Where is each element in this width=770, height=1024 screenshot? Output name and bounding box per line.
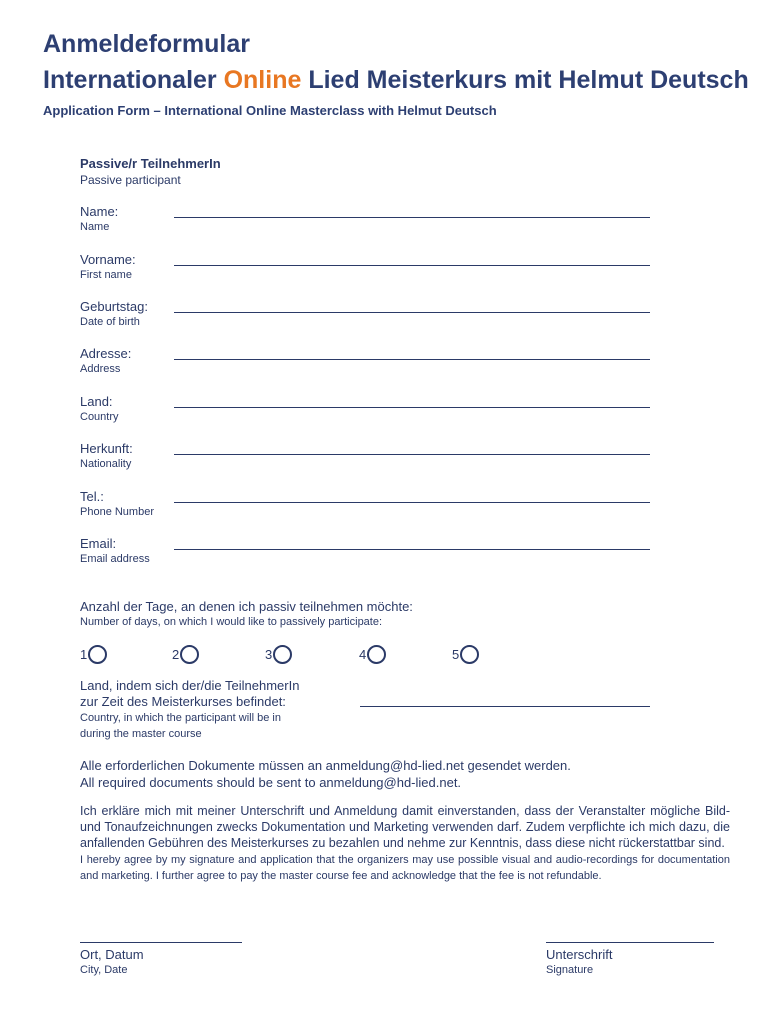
day-option-label: 5	[452, 646, 460, 662]
documents-note-en: All required documents should be sent to anmeldung@hd-lied.net.	[80, 775, 462, 790]
day-option-3[interactable]	[265, 643, 292, 665]
email-field[interactable]	[174, 536, 650, 550]
birthdate-field[interactable]	[174, 299, 650, 313]
label-birthdate-en: Date of birth	[80, 316, 140, 328]
documents-note-de: Alle erforderlichen Dokumente müssen an anmeldung@hd-lied.net gesendet werden.	[80, 758, 571, 773]
label-email-en: Email address	[80, 553, 150, 565]
title-part-2: Lied Meisterkurs mit Helmut Deutsch	[301, 66, 749, 94]
day-option-label: 4	[359, 646, 367, 662]
nationality-field[interactable]	[174, 441, 650, 455]
location-field[interactable]	[360, 706, 650, 707]
day-option-5[interactable]	[452, 643, 479, 665]
label-phone-de: Tel.:	[80, 489, 104, 504]
label-address-en: Address	[80, 363, 121, 375]
section-title-en: Passive participant	[80, 173, 181, 187]
consent-text-en: I hereby agree by my signature and application that the organizers may use possible visual and audio-recordings for documentation and marketing. I further agree to pay the master course fee and acknowledge that the fee is not refundable.	[80, 854, 730, 882]
radio-circle-icon[interactable]	[460, 645, 479, 664]
label-firstname-en: First name	[80, 269, 132, 281]
title-part-1: Internationaler	[43, 66, 224, 94]
country-field[interactable]	[174, 394, 650, 408]
label-firstname-de: Vorname:	[80, 252, 136, 267]
day-option-label: 2	[172, 646, 180, 662]
place-date-field[interactable]	[80, 942, 242, 943]
address-field[interactable]	[174, 346, 650, 360]
location-label-de	[80, 678, 299, 710]
signature-label-de: Unterschrift	[546, 947, 613, 962]
consent-text-de: Ich erkläre mich mit meiner Unterschrift und Anmeldung damit einverstanden, dass der Veranstalter mögliche Bild- und Tonaufzeichnungen zwecks Dokumentation und Marketing verwenden darf. Zudem verpflichte ich mich dazu, die anfallenden Gebühren des Meisterkurses zu bezahlen und nehme zur Kenntnis, dass diese nicht rückerstattbar sind.	[80, 804, 730, 850]
day-option-4[interactable]	[359, 643, 386, 665]
location-label-en-line1: Country, in which the participant will be in	[80, 712, 281, 724]
name-field[interactable]	[174, 204, 650, 218]
phone-field[interactable]	[174, 489, 650, 503]
signature-label-en: Signature	[546, 964, 594, 976]
title-accent-online: Online	[223, 66, 302, 94]
location-label-en	[80, 710, 281, 742]
label-birthdate-de: Geburtstag:	[80, 299, 148, 314]
radio-circle-icon[interactable]	[367, 645, 386, 664]
label-country-de: Land:	[80, 394, 113, 409]
place-date-label-en: City, Date	[80, 964, 128, 976]
label-address-de: Adresse:	[80, 346, 132, 361]
label-country-en: Country	[80, 411, 119, 423]
form-subtitle: Application Form – International Online Masterclass with Helmut Deutsch	[43, 103, 497, 118]
section-title-de: Passive/r TeilnehmerIn	[80, 156, 221, 171]
days-question-de: Anzahl der Tage, an denen ich passiv teilnehmen möchte:	[80, 599, 413, 614]
days-question-en: Number of days, on which I would like to passively participate:	[80, 616, 383, 628]
label-nationality-de: Herkunft:	[80, 441, 133, 456]
location-label-en-line2: during the master course	[80, 728, 202, 740]
radio-circle-icon[interactable]	[88, 645, 107, 664]
label-email-de: Email:	[80, 536, 117, 551]
day-option-1[interactable]	[80, 643, 107, 665]
label-name-de: Name:	[80, 204, 119, 219]
documents-note	[80, 757, 571, 791]
radio-circle-icon[interactable]	[273, 645, 292, 664]
firstname-field[interactable]	[174, 252, 650, 266]
day-option-2[interactable]	[172, 643, 199, 665]
label-nationality-en: Nationality	[80, 458, 132, 470]
location-label-de-line1: Land, indem sich der/die TeilnehmerIn	[80, 678, 300, 693]
place-date-label-de: Ort, Datum	[80, 947, 144, 962]
location-label-de-line2: zur Zeit des Meisterkurses befindet:	[80, 694, 286, 709]
label-name-en: Name	[80, 221, 110, 233]
form-title-line2	[43, 66, 749, 95]
form-title: Anmeldeformular	[43, 30, 250, 58]
signature-field[interactable]	[546, 942, 714, 943]
day-option-label: 3	[265, 646, 273, 662]
radio-circle-icon[interactable]	[180, 645, 199, 664]
day-option-label: 1	[80, 646, 88, 662]
label-phone-en: Phone Number	[80, 506, 154, 518]
